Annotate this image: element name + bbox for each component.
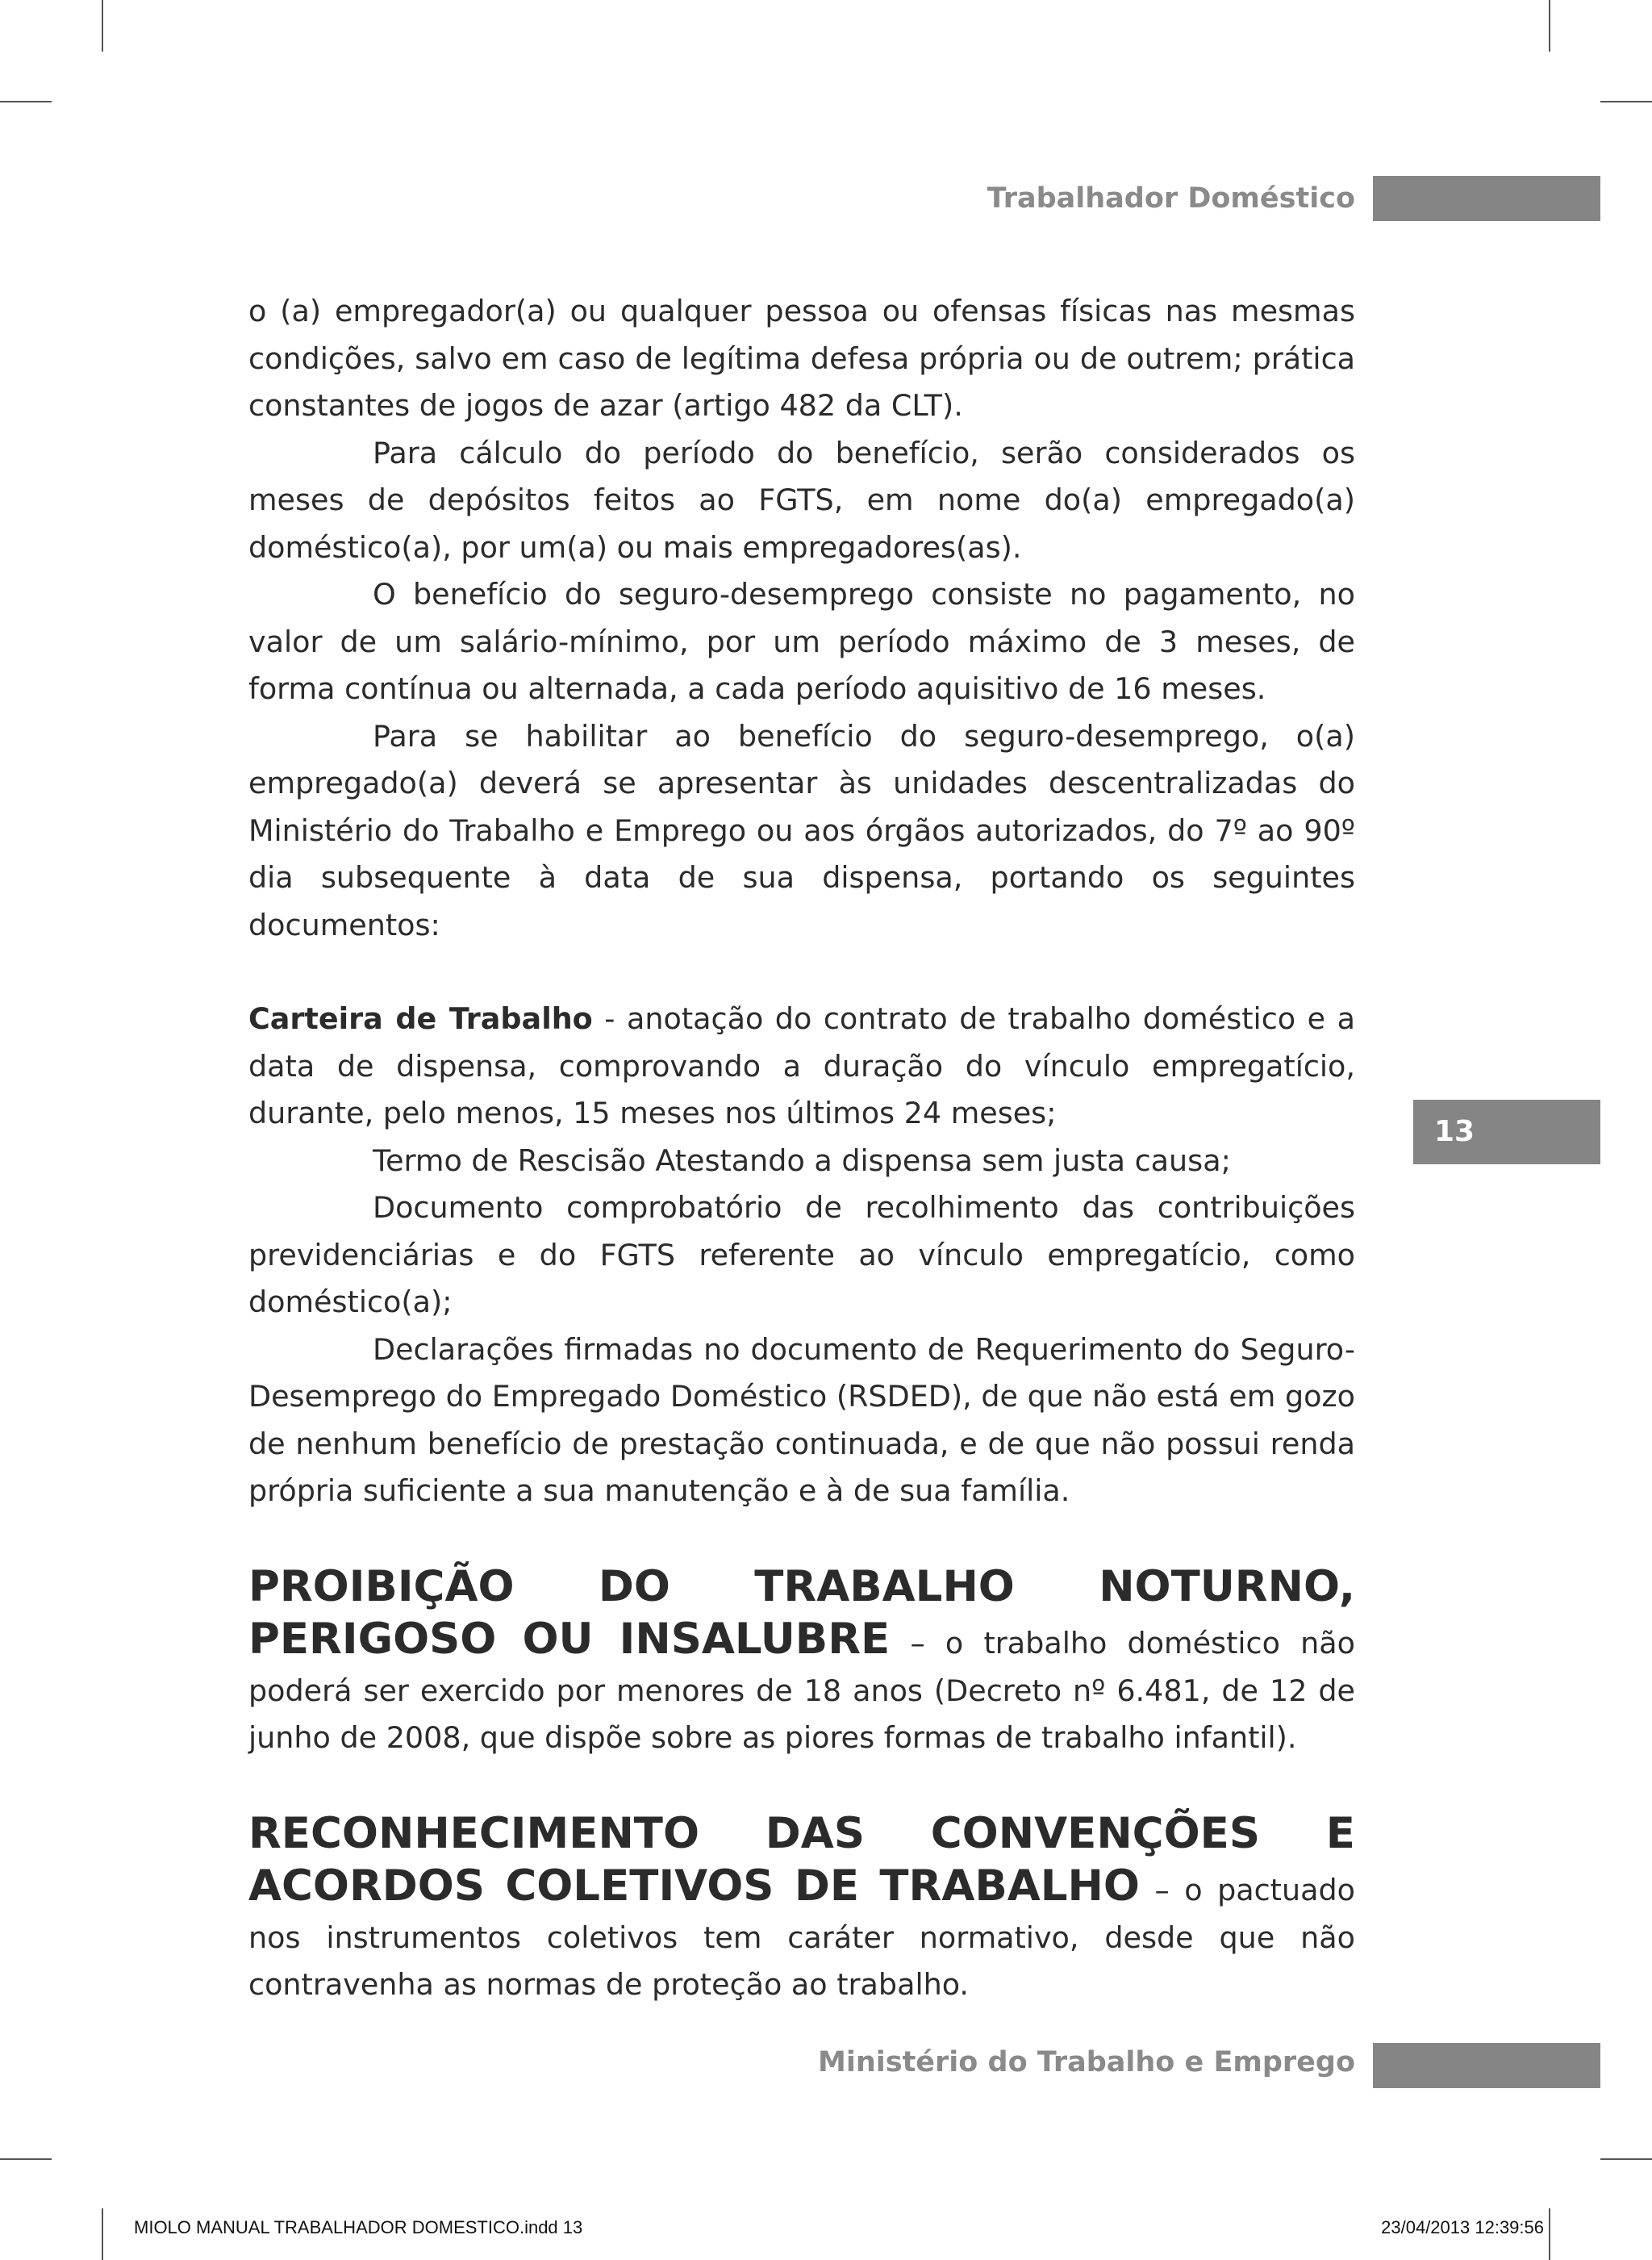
spacer (248, 1515, 1355, 1562)
crop-mark-top-left (102, 0, 103, 52)
paragraph: o (a) empregador(a) ou qualquer pessoa ou ofensas físicas nas mesmas condições, salvo em caso de legítima defesa própria ou de outrem; prática constantes de jogos de azar (artigo 482 da CLT). (248, 294, 1355, 423)
footer-publisher: Ministério do Trabalho e Emprego (818, 2046, 1355, 2078)
term-text: - anotação do contrato de trabalho doméstico e a data de dispensa, comprovando a duração do vínculo empregatício, durante, pelo menos, 15 meses nos últimos 24 meses; (248, 1001, 1355, 1130)
footer-bar (1373, 2043, 1600, 2088)
paragraph: Declarações firmadas no documento de Requerimento do Seguro-Desemprego do Empregado Doméstico (RSDED), de que não está em gozo de nenhum benefício de prestação continuada, e de que não possui renda própria suficiente a sua manutenção e à de sua família. (248, 1331, 1355, 1508)
crop-mark-bottom-left (102, 2208, 103, 2260)
slug-filename: MIOLO MANUAL TRABALHADOR DOMESTICO.indd 13 (134, 2217, 583, 2237)
section-heading: PROIBIÇÃO DO TRABALHO NOTURNO, PERIGOSO OU INSALUBRE (248, 1561, 1355, 1664)
crop-mark-left-top (0, 101, 52, 102)
crop-mark-right-bottom (1600, 2158, 1652, 2160)
spacer (248, 949, 1355, 996)
section-heading: RECONHECIMENTO DAS CONVENÇÕES E ACORDOS COLETIVOS DE TRABALHO (248, 1808, 1355, 1911)
section-reconhecimento (248, 1809, 1355, 2009)
spacer (248, 1762, 1355, 1809)
crop-mark-left-bottom (0, 2158, 52, 2160)
paragraph: Documento comprobatório de recolhimento das contribuições previdenciárias e do FGTS referente ao vínculo empregatício, como doméstico(a); (248, 1190, 1355, 1319)
slug-timestamp: 23/04/2013 12:39:56 (1381, 2217, 1544, 2237)
paragraph: Termo de Rescisão Atestando a dispensa sem justa causa; (373, 1143, 1231, 1178)
crop-mark-top-right (1549, 0, 1550, 52)
paragraph: Para se habilitar ao benefício do seguro-desemprego, o(a) empregado(a) deverá se apresentar às unidades descentralizadas do Ministério do Trabalho e Emprego ou aos órgãos autorizados, do 7º ao 90º dia subsequente à data de sua dispensa, portando os seguintes documentos: (248, 718, 1355, 942)
section-text: – o trabalho doméstico não poderá ser exercido por menores de 18 anos (Decreto nº 6.481, de 12 de junho de 2008, que dispõe sobre as piores formas de trabalho infantil). (248, 1626, 1355, 1755)
page-number-tab: 13 (1413, 1100, 1600, 1164)
term-label: Carteira de Trabalho (248, 1001, 593, 1036)
section-proibicao (248, 1562, 1355, 1762)
paragraph: O benefício do seguro-desemprego consiste no pagamento, no valor de um salário-mínimo, por um período máximo de 3 meses, de forma contínua ou alternada, a cada período aquisitivo de 16 meses. (248, 577, 1355, 706)
body-text (248, 288, 1355, 2009)
crop-mark-bottom-right (1549, 2208, 1550, 2260)
header-bar (1373, 176, 1600, 221)
paragraph-carteira (248, 996, 1355, 1138)
crop-mark-right-top (1600, 101, 1652, 102)
running-header-title: Trabalhador Doméstico (987, 182, 1355, 215)
paragraph: Para cálculo do período do benefício, serão considerados os meses de depósitos feitos ao FGTS, em nome do(a) empregado(a) doméstico(a), por um(a) ou mais empregadores(as). (248, 435, 1355, 565)
section-text: – o pactuado nos instrumentos coletivos tem caráter normativo, desde que não contravenha as normas de proteção ao trabalho. (248, 1873, 1355, 2002)
